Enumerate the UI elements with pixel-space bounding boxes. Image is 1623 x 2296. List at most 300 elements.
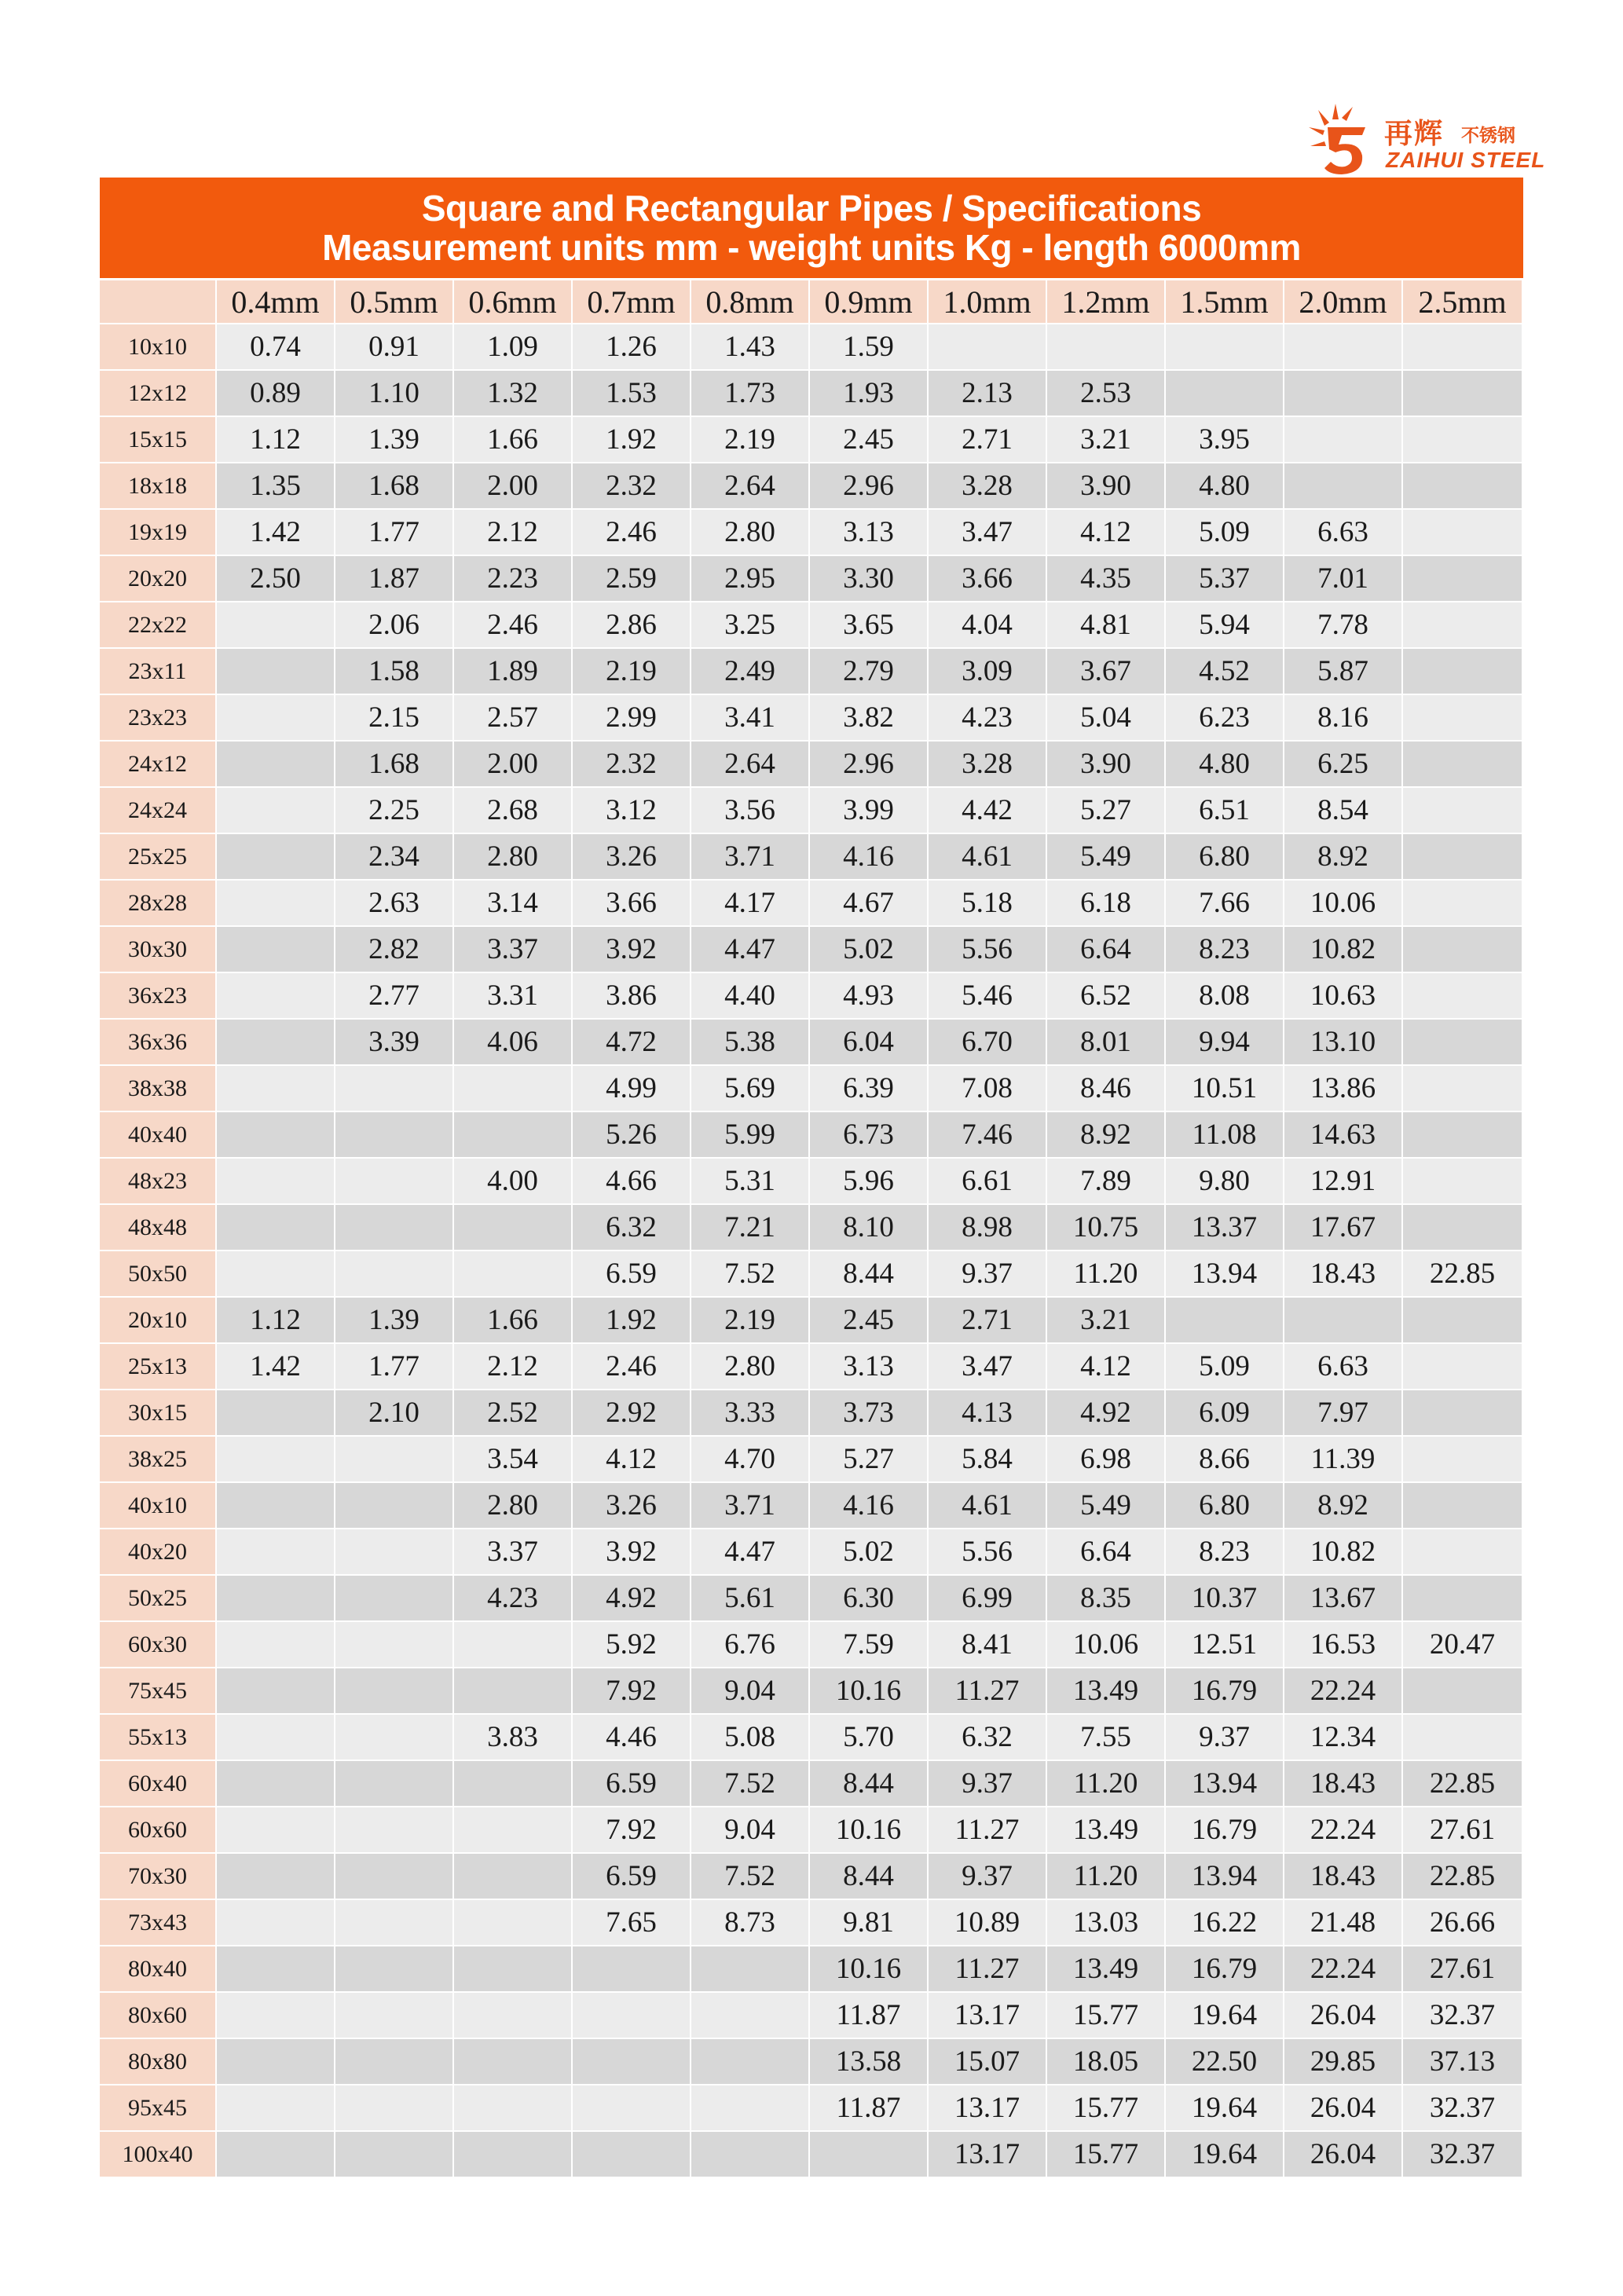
weight-cell bbox=[217, 786, 335, 833]
weight-cell: 16.79 bbox=[1166, 1945, 1284, 1991]
weight-cell: 9.81 bbox=[810, 1899, 929, 1945]
weight-cell: 2.19 bbox=[691, 1296, 810, 1342]
weight-cell: 2.64 bbox=[691, 740, 810, 786]
table-row bbox=[100, 2038, 1523, 2084]
weight-cell: 13.94 bbox=[1166, 1852, 1284, 1899]
weight-cell: 6.70 bbox=[929, 1018, 1047, 1064]
weight-cell bbox=[1166, 369, 1284, 416]
weight-cell: 1.58 bbox=[335, 647, 454, 694]
weight-cell bbox=[454, 1899, 573, 1945]
weight-cell: 1.77 bbox=[335, 508, 454, 555]
weight-cell: 1.66 bbox=[454, 1296, 573, 1342]
weight-cell bbox=[217, 1389, 335, 1435]
weight-cell: 32.37 bbox=[1403, 2130, 1523, 2177]
weight-cell: 22.24 bbox=[1284, 1667, 1403, 1713]
weight-cell: 2.99 bbox=[573, 694, 691, 740]
weight-cell: 2.10 bbox=[335, 1389, 454, 1435]
weight-cell: 5.31 bbox=[691, 1157, 810, 1203]
weight-cell: 8.16 bbox=[1284, 694, 1403, 740]
weight-cell: 13.94 bbox=[1166, 1250, 1284, 1296]
weight-cell: 3.92 bbox=[573, 1528, 691, 1574]
weight-cell: 5.02 bbox=[810, 925, 929, 972]
weight-cell bbox=[1403, 1667, 1523, 1713]
weight-cell: 10.16 bbox=[810, 1667, 929, 1713]
weight-cell bbox=[217, 601, 335, 647]
weight-cell bbox=[335, 1620, 454, 1667]
weight-cell: 8.92 bbox=[1284, 833, 1403, 879]
weight-cell: 5.46 bbox=[929, 972, 1047, 1018]
column-header: 0.6mm bbox=[454, 280, 573, 323]
weight-cell: 10.06 bbox=[1047, 1620, 1166, 1667]
weight-cell: 26.04 bbox=[1284, 2130, 1403, 2177]
weight-cell bbox=[1403, 462, 1523, 508]
weight-cell bbox=[1403, 972, 1523, 1018]
weight-cell: 3.21 bbox=[1047, 1296, 1166, 1342]
weight-cell bbox=[1284, 369, 1403, 416]
weight-cell: 11.27 bbox=[929, 1806, 1047, 1852]
weight-cell: 2.15 bbox=[335, 694, 454, 740]
weight-cell: 11.20 bbox=[1047, 1760, 1166, 1806]
table-row bbox=[100, 694, 1523, 740]
weight-cell bbox=[335, 1435, 454, 1481]
weight-cell bbox=[454, 1111, 573, 1157]
weight-cell: 8.23 bbox=[1166, 925, 1284, 972]
size-cell: 18x18 bbox=[100, 462, 217, 508]
weight-cell: 2.96 bbox=[810, 740, 929, 786]
weight-cell bbox=[1166, 1296, 1284, 1342]
weight-cell: 5.70 bbox=[810, 1713, 929, 1760]
weight-cell: 18.43 bbox=[1284, 1250, 1403, 1296]
weight-cell: 12.91 bbox=[1284, 1157, 1403, 1203]
size-cell: 40x20 bbox=[100, 1528, 217, 1574]
weight-cell: 13.67 bbox=[1284, 1574, 1403, 1620]
weight-cell bbox=[335, 1991, 454, 2038]
weight-cell: 2.32 bbox=[573, 740, 691, 786]
weight-cell: 4.80 bbox=[1166, 462, 1284, 508]
weight-cell: 3.83 bbox=[454, 1713, 573, 1760]
weight-cell: 6.04 bbox=[810, 1018, 929, 1064]
table-row bbox=[100, 972, 1523, 1018]
weight-cell bbox=[1403, 601, 1523, 647]
weight-cell: 16.53 bbox=[1284, 1620, 1403, 1667]
weight-cell: 3.71 bbox=[691, 833, 810, 879]
weight-cell: 5.87 bbox=[1284, 647, 1403, 694]
weight-cell: 7.52 bbox=[691, 1852, 810, 1899]
table-row bbox=[100, 601, 1523, 647]
table-row bbox=[100, 1203, 1523, 1250]
table-row bbox=[100, 2084, 1523, 2130]
size-cell: 10x10 bbox=[100, 323, 217, 369]
weight-cell bbox=[335, 1064, 454, 1111]
size-cell: 95x45 bbox=[100, 2084, 217, 2130]
weight-cell: 3.65 bbox=[810, 601, 929, 647]
weight-cell: 7.46 bbox=[929, 1111, 1047, 1157]
weight-cell: 3.37 bbox=[454, 925, 573, 972]
weight-cell: 8.01 bbox=[1047, 1018, 1166, 1064]
weight-cell: 2.19 bbox=[573, 647, 691, 694]
table-row bbox=[100, 833, 1523, 879]
weight-cell bbox=[335, 2130, 454, 2177]
weight-cell: 15.07 bbox=[929, 2038, 1047, 2084]
weight-cell bbox=[217, 1064, 335, 1111]
table-row bbox=[100, 1852, 1523, 1899]
weight-cell: 2.12 bbox=[454, 508, 573, 555]
column-header: 1.5mm bbox=[1166, 280, 1284, 323]
table-row bbox=[100, 1064, 1523, 1111]
weight-cell bbox=[1284, 416, 1403, 462]
weight-cell: 6.59 bbox=[573, 1760, 691, 1806]
weight-cell: 3.14 bbox=[454, 879, 573, 925]
weight-cell: 3.73 bbox=[810, 1389, 929, 1435]
weight-cell: 6.76 bbox=[691, 1620, 810, 1667]
weight-cell bbox=[335, 1528, 454, 1574]
weight-cell: 1.68 bbox=[335, 740, 454, 786]
size-cell: 12x12 bbox=[100, 369, 217, 416]
weight-cell: 11.27 bbox=[929, 1945, 1047, 1991]
weight-cell: 9.37 bbox=[929, 1250, 1047, 1296]
weight-cell bbox=[217, 1157, 335, 1203]
weight-cell: 6.59 bbox=[573, 1852, 691, 1899]
weight-cell: 4.23 bbox=[929, 694, 1047, 740]
size-cell: 20x10 bbox=[100, 1296, 217, 1342]
weight-cell: 5.26 bbox=[573, 1111, 691, 1157]
weight-cell: 5.09 bbox=[1166, 508, 1284, 555]
weight-cell: 7.92 bbox=[573, 1667, 691, 1713]
weight-cell bbox=[217, 1899, 335, 1945]
weight-cell bbox=[335, 1667, 454, 1713]
weight-cell bbox=[335, 2084, 454, 2130]
size-cell: 50x50 bbox=[100, 1250, 217, 1296]
weight-cell: 2.80 bbox=[691, 508, 810, 555]
weight-cell: 13.17 bbox=[929, 1991, 1047, 2038]
weight-cell bbox=[335, 1899, 454, 1945]
weight-cell: 3.41 bbox=[691, 694, 810, 740]
weight-cell: 27.61 bbox=[1403, 1945, 1523, 1991]
size-cell: 30x30 bbox=[100, 925, 217, 972]
weight-cell bbox=[217, 1945, 335, 1991]
size-cell: 28x28 bbox=[100, 879, 217, 925]
table-row bbox=[100, 508, 1523, 555]
weight-cell: 11.39 bbox=[1284, 1435, 1403, 1481]
weight-cell: 26.66 bbox=[1403, 1899, 1523, 1945]
weight-cell bbox=[1403, 1481, 1523, 1528]
weight-cell: 8.66 bbox=[1166, 1435, 1284, 1481]
weight-cell: 22.50 bbox=[1166, 2038, 1284, 2084]
weight-cell bbox=[217, 694, 335, 740]
weight-cell: 5.92 bbox=[573, 1620, 691, 1667]
weight-cell: 13.86 bbox=[1284, 1064, 1403, 1111]
weight-cell bbox=[217, 1852, 335, 1899]
weight-cell: 2.80 bbox=[454, 1481, 573, 1528]
weight-cell: 3.21 bbox=[1047, 416, 1166, 462]
weight-cell bbox=[573, 2084, 691, 2130]
weight-cell: 10.51 bbox=[1166, 1064, 1284, 1111]
weight-cell: 1.39 bbox=[335, 416, 454, 462]
size-cell: 22x22 bbox=[100, 601, 217, 647]
weight-cell bbox=[454, 2130, 573, 2177]
weight-cell: 6.61 bbox=[929, 1157, 1047, 1203]
table-row bbox=[100, 1018, 1523, 1064]
weight-cell: 6.98 bbox=[1047, 1435, 1166, 1481]
weight-cell: 0.91 bbox=[335, 323, 454, 369]
weight-cell: 5.56 bbox=[929, 1528, 1047, 1574]
weight-cell: 10.37 bbox=[1166, 1574, 1284, 1620]
weight-cell: 13.17 bbox=[929, 2084, 1047, 2130]
weight-cell: 14.63 bbox=[1284, 1111, 1403, 1157]
weight-cell: 8.92 bbox=[1284, 1481, 1403, 1528]
table-row bbox=[100, 1574, 1523, 1620]
weight-cell: 2.92 bbox=[573, 1389, 691, 1435]
weight-cell: 1.12 bbox=[217, 416, 335, 462]
weight-cell bbox=[1403, 1342, 1523, 1389]
weight-cell: 1.77 bbox=[335, 1342, 454, 1389]
size-cell: 80x80 bbox=[100, 2038, 217, 2084]
weight-cell: 9.94 bbox=[1166, 1018, 1284, 1064]
weight-cell: 2.71 bbox=[929, 1296, 1047, 1342]
weight-cell: 4.17 bbox=[691, 879, 810, 925]
table-row bbox=[100, 1667, 1523, 1713]
weight-cell bbox=[217, 972, 335, 1018]
weight-cell: 6.99 bbox=[929, 1574, 1047, 1620]
weight-cell bbox=[691, 2038, 810, 2084]
weight-cell: 4.66 bbox=[573, 1157, 691, 1203]
weight-cell: 6.30 bbox=[810, 1574, 929, 1620]
weight-cell: 4.13 bbox=[929, 1389, 1047, 1435]
weight-cell bbox=[1403, 833, 1523, 879]
weight-cell bbox=[1403, 1157, 1523, 1203]
weight-cell: 3.13 bbox=[810, 508, 929, 555]
table-row bbox=[100, 323, 1523, 369]
weight-cell: 4.42 bbox=[929, 786, 1047, 833]
weight-cell: 3.28 bbox=[929, 462, 1047, 508]
weight-cell: 8.23 bbox=[1166, 1528, 1284, 1574]
weight-cell: 4.00 bbox=[454, 1157, 573, 1203]
column-header: 2.5mm bbox=[1403, 280, 1523, 323]
column-header: 0.8mm bbox=[691, 280, 810, 323]
weight-cell bbox=[573, 2038, 691, 2084]
header-row bbox=[100, 280, 1523, 323]
weight-cell: 3.66 bbox=[573, 879, 691, 925]
size-cell: 80x60 bbox=[100, 1991, 217, 2038]
weight-cell bbox=[691, 2084, 810, 2130]
weight-cell: 3.82 bbox=[810, 694, 929, 740]
table-row bbox=[100, 925, 1523, 972]
size-cell: 70x30 bbox=[100, 1852, 217, 1899]
weight-cell: 13.37 bbox=[1166, 1203, 1284, 1250]
weight-cell bbox=[1403, 1111, 1523, 1157]
weight-cell: 5.37 bbox=[1166, 555, 1284, 601]
weight-cell bbox=[1403, 416, 1523, 462]
weight-cell: 4.12 bbox=[1047, 508, 1166, 555]
weight-cell bbox=[217, 1713, 335, 1760]
weight-cell: 6.63 bbox=[1284, 508, 1403, 555]
weight-cell bbox=[217, 879, 335, 925]
weight-cell bbox=[573, 1945, 691, 1991]
table-row bbox=[100, 1713, 1523, 1760]
weight-cell bbox=[335, 2038, 454, 2084]
weight-cell: 8.41 bbox=[929, 1620, 1047, 1667]
weight-cell bbox=[335, 1111, 454, 1157]
table-row bbox=[100, 1806, 1523, 1852]
weight-cell: 17.67 bbox=[1284, 1203, 1403, 1250]
weight-cell: 2.12 bbox=[454, 1342, 573, 1389]
table-row bbox=[100, 1250, 1523, 1296]
weight-cell bbox=[335, 1250, 454, 1296]
weight-cell: 4.81 bbox=[1047, 601, 1166, 647]
weight-cell bbox=[454, 1250, 573, 1296]
weight-cell: 9.37 bbox=[929, 1760, 1047, 1806]
weight-cell: 11.87 bbox=[810, 2084, 929, 2130]
weight-cell: 13.49 bbox=[1047, 1806, 1166, 1852]
weight-cell bbox=[1403, 369, 1523, 416]
weight-cell: 15.77 bbox=[1047, 1991, 1166, 2038]
weight-cell: 11.27 bbox=[929, 1667, 1047, 1713]
table-row bbox=[100, 1435, 1523, 1481]
size-cell: 73x43 bbox=[100, 1899, 217, 1945]
weight-cell: 2.95 bbox=[691, 555, 810, 601]
weight-cell: 1.39 bbox=[335, 1296, 454, 1342]
weight-cell: 19.64 bbox=[1166, 2130, 1284, 2177]
weight-cell: 3.54 bbox=[454, 1435, 573, 1481]
table-row bbox=[100, 1111, 1523, 1157]
weight-cell: 12.34 bbox=[1284, 1713, 1403, 1760]
weight-cell: 3.47 bbox=[929, 1342, 1047, 1389]
size-cell: 23x11 bbox=[100, 647, 217, 694]
weight-cell: 8.08 bbox=[1166, 972, 1284, 1018]
table-body bbox=[100, 323, 1523, 2177]
size-cell: 36x23 bbox=[100, 972, 217, 1018]
weight-cell bbox=[1403, 1064, 1523, 1111]
weight-cell: 13.03 bbox=[1047, 1899, 1166, 1945]
weight-cell: 3.90 bbox=[1047, 740, 1166, 786]
weight-cell: 5.38 bbox=[691, 1018, 810, 1064]
weight-cell: 5.84 bbox=[929, 1435, 1047, 1481]
weight-cell bbox=[1403, 879, 1523, 925]
table-row bbox=[100, 1157, 1523, 1203]
weight-cell: 2.45 bbox=[810, 416, 929, 462]
weight-cell: 3.31 bbox=[454, 972, 573, 1018]
weight-cell bbox=[335, 1852, 454, 1899]
weight-cell: 1.89 bbox=[454, 647, 573, 694]
weight-cell: 0.74 bbox=[217, 323, 335, 369]
weight-cell: 10.63 bbox=[1284, 972, 1403, 1018]
weight-cell: 1.87 bbox=[335, 555, 454, 601]
weight-cell bbox=[335, 1481, 454, 1528]
weight-cell: 18.05 bbox=[1047, 2038, 1166, 2084]
weight-cell: 3.92 bbox=[573, 925, 691, 972]
weight-cell: 7.52 bbox=[691, 1760, 810, 1806]
weight-cell bbox=[454, 2038, 573, 2084]
weight-cell: 3.56 bbox=[691, 786, 810, 833]
weight-cell bbox=[1403, 740, 1523, 786]
weight-cell: 7.52 bbox=[691, 1250, 810, 1296]
weight-cell bbox=[573, 1991, 691, 2038]
table-row bbox=[100, 369, 1523, 416]
weight-cell: 8.44 bbox=[810, 1760, 929, 1806]
weight-cell: 2.19 bbox=[691, 416, 810, 462]
weight-cell bbox=[1403, 1713, 1523, 1760]
weight-cell: 2.06 bbox=[335, 601, 454, 647]
table-row bbox=[100, 1296, 1523, 1342]
weight-cell: 3.90 bbox=[1047, 462, 1166, 508]
weight-cell bbox=[1284, 323, 1403, 369]
weight-cell bbox=[454, 1945, 573, 1991]
weight-cell bbox=[1284, 462, 1403, 508]
weight-cell bbox=[454, 1806, 573, 1852]
weight-cell: 4.23 bbox=[454, 1574, 573, 1620]
weight-cell: 9.37 bbox=[1166, 1713, 1284, 1760]
weight-cell: 7.01 bbox=[1284, 555, 1403, 601]
weight-cell bbox=[217, 1203, 335, 1250]
brand-tag-cn: 不锈钢 bbox=[1461, 126, 1515, 146]
weight-cell: 4.52 bbox=[1166, 647, 1284, 694]
weight-cell: 10.82 bbox=[1284, 925, 1403, 972]
weight-cell bbox=[217, 833, 335, 879]
weight-cell: 32.37 bbox=[1403, 2084, 1523, 2130]
weight-cell: 8.54 bbox=[1284, 786, 1403, 833]
weight-cell: 22.85 bbox=[1403, 1760, 1523, 1806]
weight-cell: 4.61 bbox=[929, 1481, 1047, 1528]
weight-cell bbox=[1403, 925, 1523, 972]
weight-cell: 3.13 bbox=[810, 1342, 929, 1389]
weight-cell: 18.43 bbox=[1284, 1852, 1403, 1899]
weight-cell: 2.00 bbox=[454, 740, 573, 786]
weight-cell: 8.46 bbox=[1047, 1064, 1166, 1111]
weight-cell: 6.80 bbox=[1166, 833, 1284, 879]
weight-cell bbox=[217, 1620, 335, 1667]
size-cell: 30x15 bbox=[100, 1389, 217, 1435]
weight-cell: 9.04 bbox=[691, 1806, 810, 1852]
weight-cell: 16.79 bbox=[1166, 1806, 1284, 1852]
column-header: 1.0mm bbox=[929, 280, 1047, 323]
weight-cell: 5.08 bbox=[691, 1713, 810, 1760]
column-header: 2.0mm bbox=[1284, 280, 1403, 323]
weight-cell bbox=[335, 1203, 454, 1250]
weight-cell bbox=[454, 1760, 573, 1806]
weight-cell: 5.27 bbox=[1047, 786, 1166, 833]
weight-cell: 10.16 bbox=[810, 1945, 929, 1991]
column-header: 0.9mm bbox=[810, 280, 929, 323]
weight-cell: 2.64 bbox=[691, 462, 810, 508]
weight-cell: 15.77 bbox=[1047, 2130, 1166, 2177]
size-cell: 38x25 bbox=[100, 1435, 217, 1481]
weight-cell bbox=[335, 1760, 454, 1806]
weight-cell: 7.66 bbox=[1166, 879, 1284, 925]
weight-cell: 4.99 bbox=[573, 1064, 691, 1111]
weight-cell bbox=[217, 1991, 335, 2038]
weight-cell: 4.70 bbox=[691, 1435, 810, 1481]
weight-cell: 3.09 bbox=[929, 647, 1047, 694]
weight-cell bbox=[1403, 1435, 1523, 1481]
weight-cell bbox=[1403, 694, 1523, 740]
column-header: 1.2mm bbox=[1047, 280, 1166, 323]
weight-cell bbox=[1403, 1296, 1523, 1342]
table-row bbox=[100, 1342, 1523, 1389]
weight-cell: 1.43 bbox=[691, 323, 810, 369]
weight-cell bbox=[1403, 323, 1523, 369]
weight-cell: 13.49 bbox=[1047, 1945, 1166, 1991]
weight-cell: 6.32 bbox=[929, 1713, 1047, 1760]
weight-cell: 4.80 bbox=[1166, 740, 1284, 786]
weight-cell: 1.59 bbox=[810, 323, 929, 369]
weight-cell: 13.94 bbox=[1166, 1760, 1284, 1806]
weight-cell bbox=[810, 2130, 929, 2177]
weight-cell: 3.66 bbox=[929, 555, 1047, 601]
weight-cell: 1.92 bbox=[573, 416, 691, 462]
weight-cell: 22.85 bbox=[1403, 1250, 1523, 1296]
weight-cell: 4.12 bbox=[573, 1435, 691, 1481]
table-row bbox=[100, 1760, 1523, 1806]
